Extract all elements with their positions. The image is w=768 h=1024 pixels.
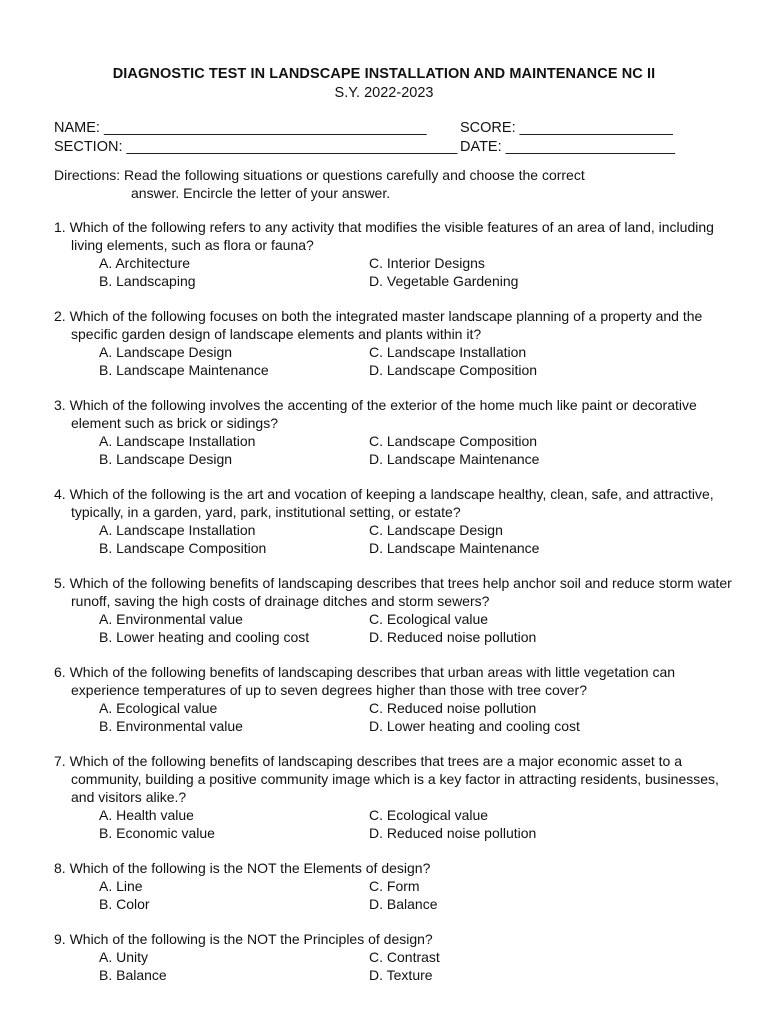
answer-option[interactable]: C. Form bbox=[369, 878, 420, 894]
date-field: DATE: _____________________ bbox=[460, 139, 676, 155]
answer-options bbox=[54, 806, 734, 842]
answer-option[interactable]: D. Vegetable Gardening bbox=[369, 273, 519, 289]
question-item bbox=[54, 930, 734, 984]
score-field: SCORE: ___________________ bbox=[460, 120, 673, 136]
question-item bbox=[54, 485, 734, 557]
answer-option[interactable]: D. Lower heating and cooling cost bbox=[369, 718, 580, 734]
question-text: 2. Which of the following focuses on both the integrated master landscape planning of a property and the specific garden design of landscape elements and plants within it? bbox=[54, 308, 703, 342]
answer-options bbox=[54, 254, 734, 290]
answer-option[interactable]: D. Landscape Maintenance bbox=[369, 540, 540, 556]
answer-option[interactable]: D. Balance bbox=[369, 896, 438, 912]
answer-option[interactable]: A. Landscape Installation bbox=[99, 433, 256, 449]
answer-option[interactable]: C. Landscape Installation bbox=[369, 344, 527, 360]
answer-options bbox=[54, 948, 734, 984]
page-title: DIAGNOSTIC TEST IN LANDSCAPE INSTALLATION AND MAINTENANCE NC II bbox=[112, 66, 656, 82]
answer-option[interactable]: B. Balance bbox=[99, 967, 167, 983]
directions-line-1: Directions: Read the following situations or questions carefully and choose the correct bbox=[54, 167, 585, 183]
answer-option[interactable]: A. Landscape Design bbox=[99, 344, 233, 360]
question-text: 9. Which of the following is the NOT the Principles of design? bbox=[54, 931, 433, 947]
answer-option[interactable]: C. Contrast bbox=[369, 949, 440, 965]
answer-option[interactable]: B. Environmental value bbox=[99, 718, 243, 734]
question-item bbox=[54, 752, 734, 842]
answer-option[interactable]: A. Environmental value bbox=[99, 611, 243, 627]
directions bbox=[54, 166, 585, 202]
answer-option[interactable]: A. Health value bbox=[99, 807, 194, 823]
answer-options bbox=[54, 877, 734, 913]
question-text: 6. Which of the following benefits of landscaping describes that urban areas with little vegetation can experience temperatures of up to seven degrees higher than those with tree cover? bbox=[54, 664, 676, 698]
answer-option[interactable]: C. Reduced noise pollution bbox=[369, 700, 537, 716]
question-text: 1. Which of the following refers to any activity that modifies the visible features of an area of land, including living elements, such as flora or fauna? bbox=[54, 219, 714, 253]
answer-option[interactable]: A. Ecological value bbox=[99, 700, 218, 716]
answer-option[interactable]: B. Color bbox=[99, 896, 150, 912]
name-field: NAME: ________________________________________ bbox=[54, 120, 427, 136]
answer-options bbox=[54, 610, 734, 646]
question-text: 3. Which of the following involves the accenting of the exterior of the home much like paint or decorative element such as brick or sidings? bbox=[54, 397, 697, 431]
answer-option[interactable]: C. Interior Designs bbox=[369, 255, 485, 271]
question-item bbox=[54, 307, 734, 379]
answer-option[interactable]: B. Landscape Composition bbox=[99, 540, 267, 556]
answer-option[interactable]: B. Economic value bbox=[99, 825, 215, 841]
answer-option[interactable]: C. Ecological value bbox=[369, 807, 489, 823]
question-text: 4. Which of the following is the art and vocation of keeping a landscape healthy, clean, safe, and attractive, typically, in a garden, yard, park, institutional setting, or estate? bbox=[54, 486, 714, 520]
answer-option[interactable]: C. Landscape Design bbox=[369, 522, 503, 538]
question-item bbox=[54, 859, 734, 913]
answer-options bbox=[54, 432, 734, 468]
question-text: 7. Which of the following benefits of landscaping describes that trees are a major economic asset to a community, building a positive community image which is a key factor in attracting residents, businesses, and visitors alike.? bbox=[54, 753, 719, 805]
question-item bbox=[54, 574, 734, 646]
answer-option[interactable]: B. Landscaping bbox=[99, 273, 196, 289]
question-item bbox=[54, 396, 734, 468]
answer-option[interactable]: C. Ecological value bbox=[369, 611, 489, 627]
answer-option[interactable]: D. Reduced noise pollution bbox=[369, 825, 537, 841]
answer-option[interactable]: D. Landscape Maintenance bbox=[369, 451, 540, 467]
school-year: S.Y. 2022-2023 bbox=[334, 85, 434, 101]
answer-options bbox=[54, 521, 734, 557]
answer-option[interactable]: D. Landscape Composition bbox=[369, 362, 538, 378]
question-list bbox=[54, 218, 734, 1001]
answer-option[interactable]: A. Landscape Installation bbox=[99, 522, 256, 538]
answer-option[interactable]: A. Unity bbox=[99, 949, 149, 965]
question-item bbox=[54, 663, 734, 735]
question-text: 8. Which of the following is the NOT the Elements of design? bbox=[54, 860, 431, 876]
answer-option[interactable]: D. Reduced noise pollution bbox=[369, 629, 537, 645]
answer-option[interactable]: A. Line bbox=[99, 878, 143, 894]
directions-line-2: answer. Encircle the letter of your answer. bbox=[131, 185, 391, 201]
answer-option[interactable]: D. Texture bbox=[369, 967, 433, 983]
section-field: SECTION: _________________________________________ bbox=[54, 139, 458, 155]
answer-options bbox=[54, 343, 734, 379]
answer-option[interactable]: B. Lower heating and cooling cost bbox=[99, 629, 310, 645]
question-item bbox=[54, 218, 734, 290]
answer-options bbox=[54, 699, 734, 735]
question-text: 5. Which of the following benefits of landscaping describes that trees help anchor soil and reduce storm water runoff, saving the high costs of drainage ditches and storm sewers? bbox=[54, 575, 732, 609]
answer-option[interactable]: B. Landscape Design bbox=[99, 451, 233, 467]
answer-option[interactable]: C. Landscape Composition bbox=[369, 433, 538, 449]
answer-option[interactable]: A. Architecture bbox=[99, 255, 191, 271]
answer-option[interactable]: B. Landscape Maintenance bbox=[99, 362, 269, 378]
